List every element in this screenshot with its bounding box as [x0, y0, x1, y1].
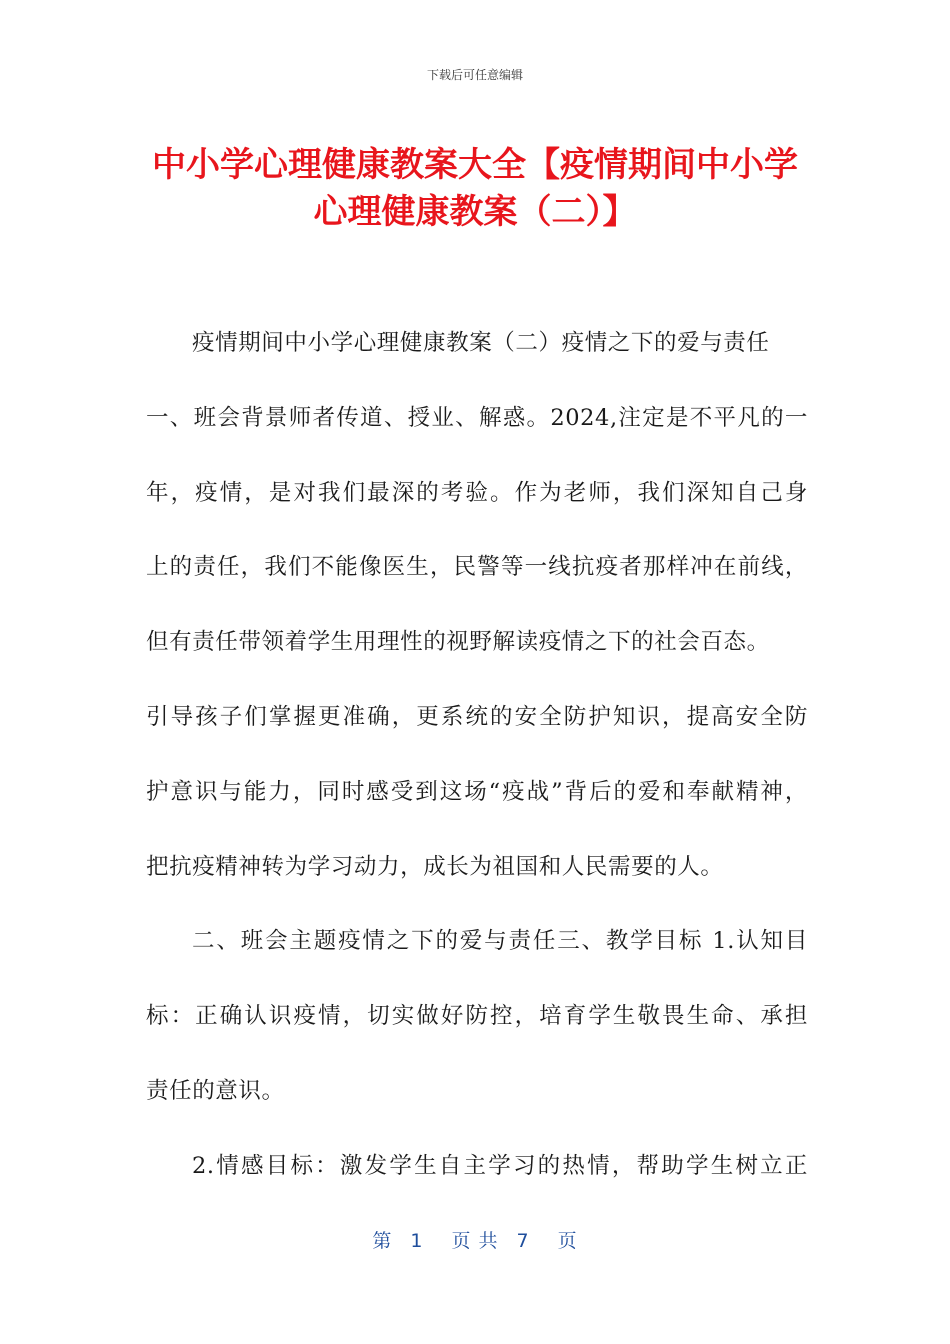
footer-suffix: 页	[557, 1230, 578, 1252]
paragraph-line: 把抗疫精神转为学习动力，成长为祖国和人民需要的人。	[146, 853, 724, 880]
paragraph-line: 引导孩子们掌握更准确，更系统的安全防护知识，提高安全防	[146, 703, 808, 730]
header-note: 下载后可任意编辑	[426, 68, 523, 82]
paragraph-line: 2.情感目标：激发学生自主学习的热情，帮助学生树立正	[192, 1152, 808, 1179]
document-body	[146, 320, 808, 1218]
page-footer	[0, 1226, 950, 1253]
paragraph-line: 责任的意识。	[146, 1077, 285, 1104]
paragraph-line: 标：正确认识疫情，切实做好防控，培育学生敬畏生命、承担	[146, 1003, 808, 1030]
footer-total-pages: 7	[516, 1230, 530, 1252]
paragraph-line: 但有责任带领着学生用理性的视野解读疫情之下的社会百态。	[146, 629, 770, 656]
paragraph-line: 一、班会背景师者传道、授业、解惑。2024,注定是不平凡的一	[146, 404, 808, 431]
paragraph-line: 上的责任，我们不能像医生，民警等一线抗疫者那样冲在前线，	[146, 554, 808, 581]
paragraph-line: 年，疫情，是对我们最深的考验。作为老师，我们深知自己身	[146, 479, 808, 506]
title-line-1: 中小学心理健康教案大全【疫情期间中小学	[152, 145, 798, 185]
footer-middle: 页 共	[451, 1230, 499, 1252]
paragraph-line: 疫情期间中小学心理健康教案（二）疫情之下的爱与责任	[192, 330, 770, 356]
footer-current-page: 1	[410, 1230, 424, 1252]
footer-prefix: 第	[372, 1230, 393, 1252]
paragraph-line: 二、班会主题疫情之下的爱与责任三、教学目标 1.认知目	[192, 928, 808, 955]
document-title	[120, 142, 830, 236]
paragraph-line: 护意识与能力，同时感受到这场“疫战”背后的爱和奉献精神，	[146, 778, 808, 805]
title-line-2: 心理健康教案（二）】	[313, 192, 637, 232]
